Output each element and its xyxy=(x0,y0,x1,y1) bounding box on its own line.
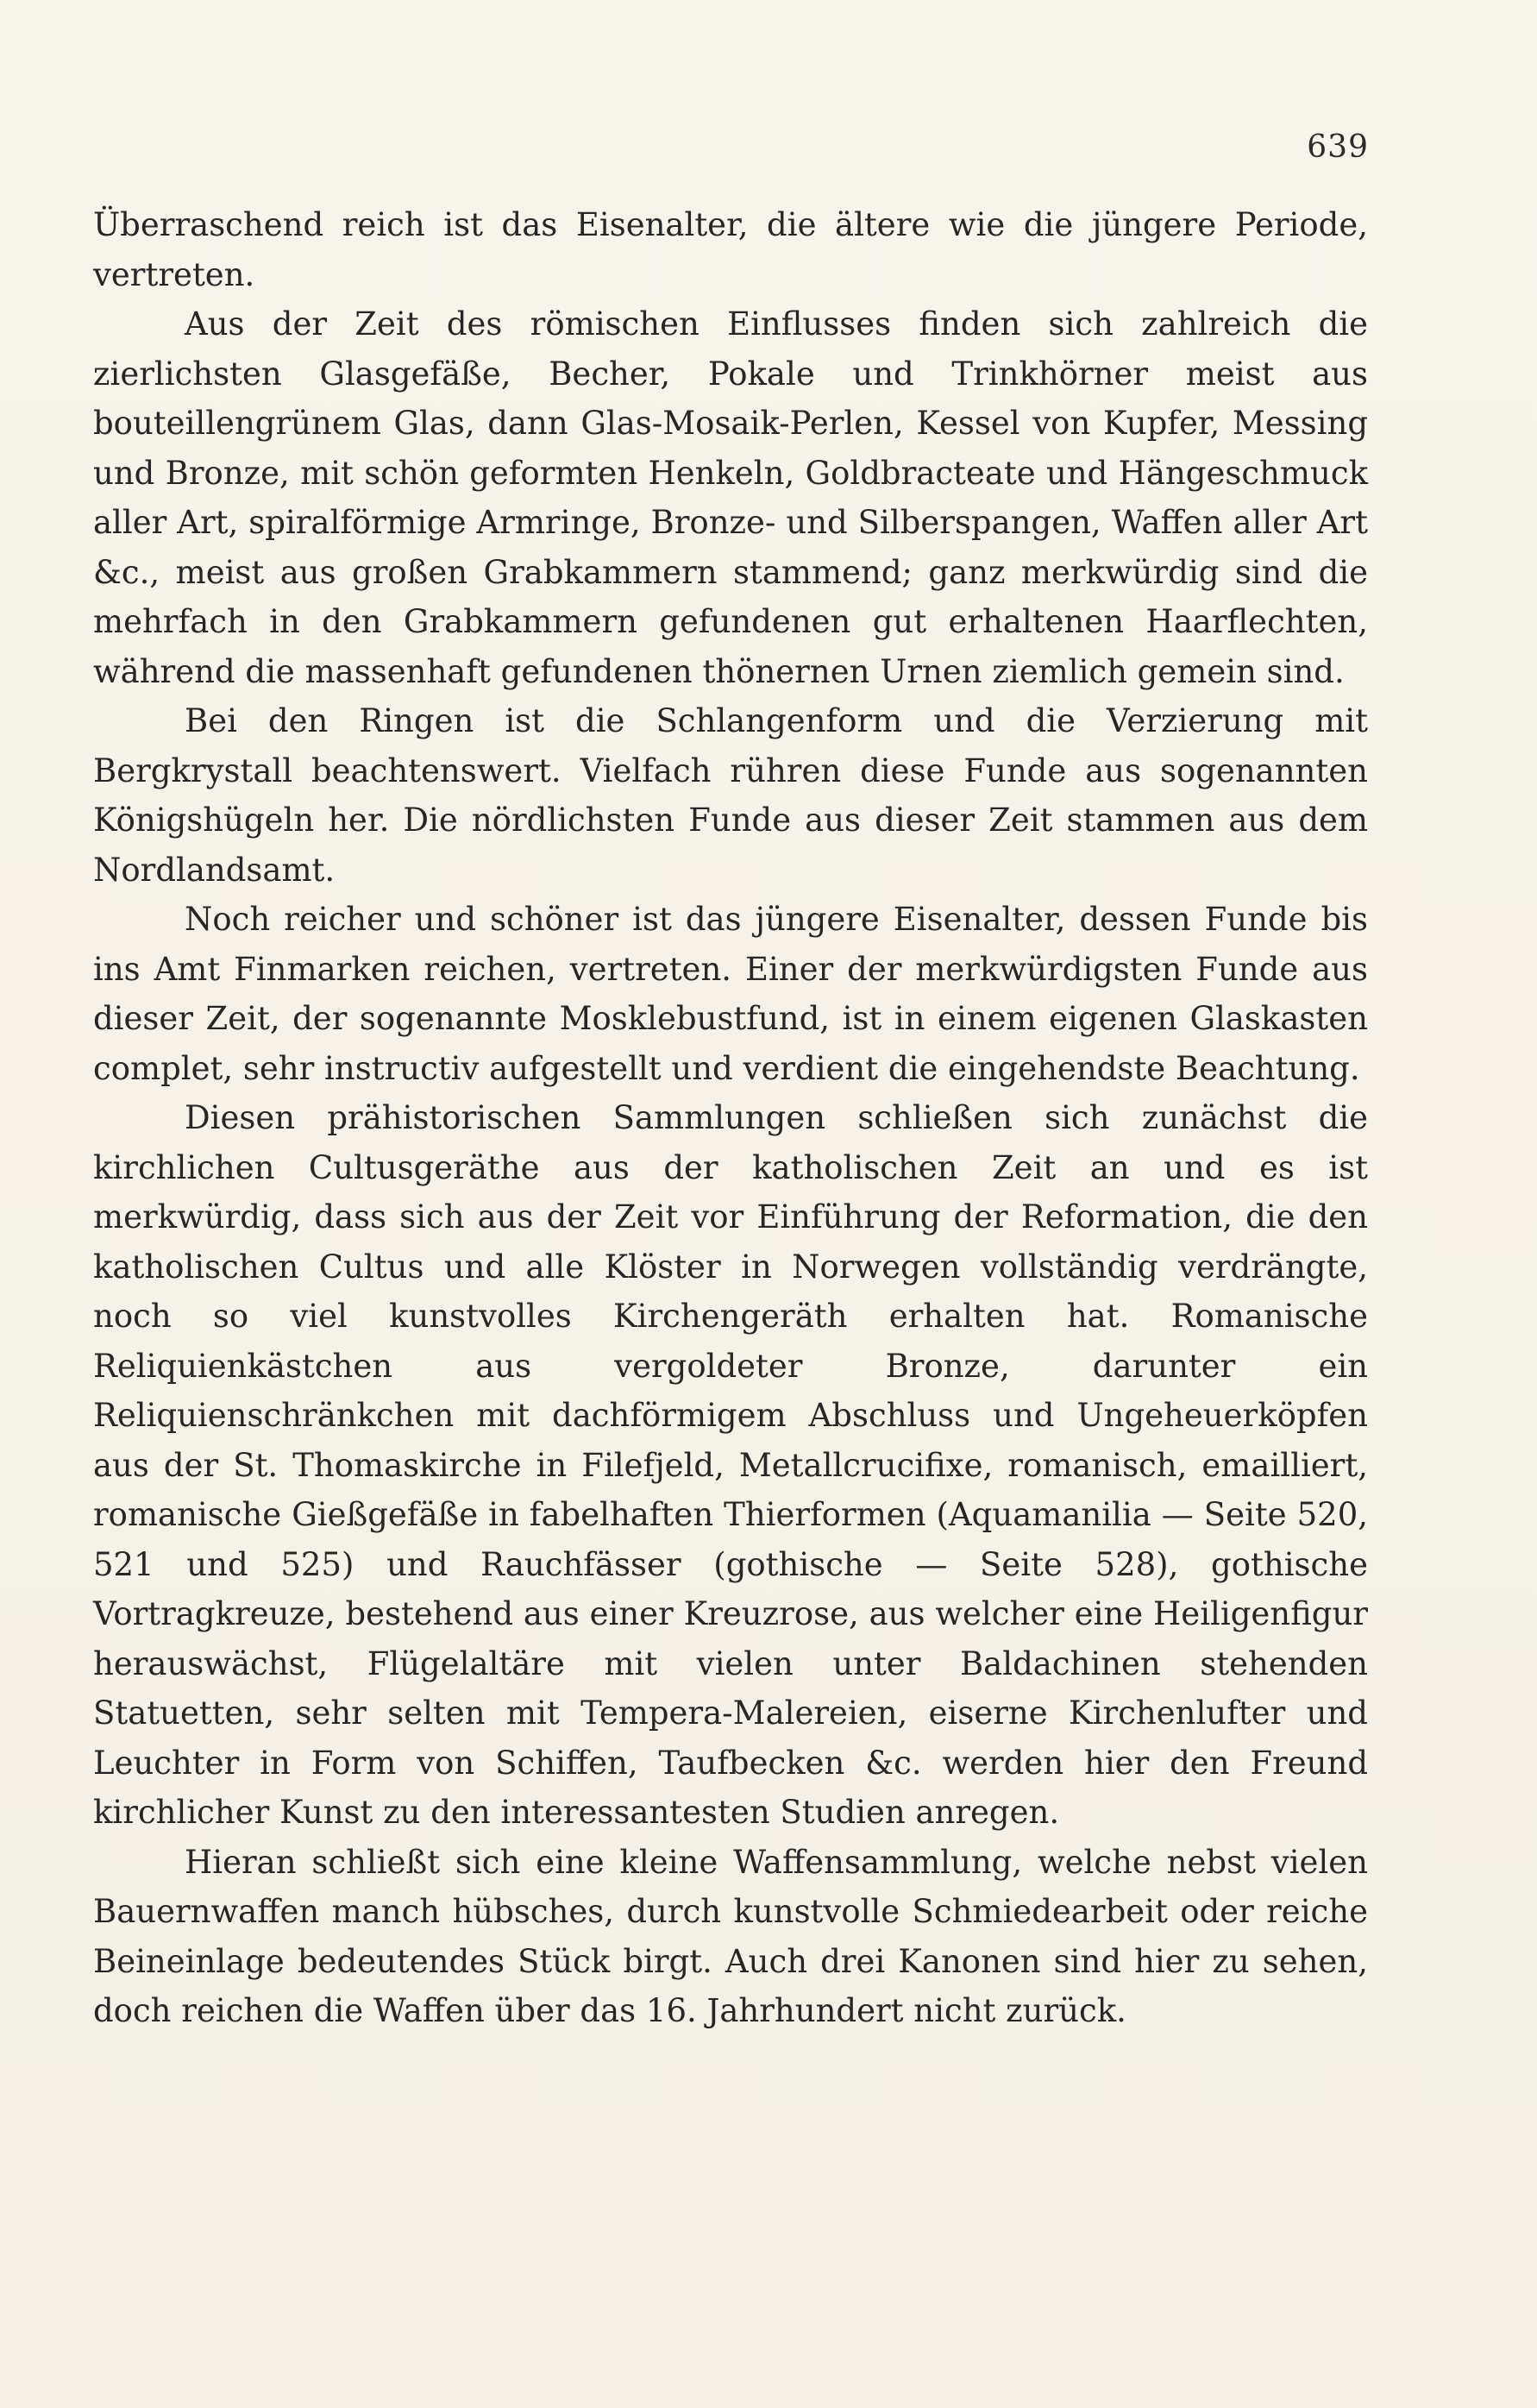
paragraph-church-artifacts: Diesen prähistorischen Sammlungen schließen sich zunächst die kirchlichen Cultusgeräthe aus der katholischen Zeit an und es ist merkwürdig, dass sich aus der Zeit vor Einführung der Reformation, die den katholischen Cultus und alle Klöster in Norwegen vollständig verdrängte, noch so viel kunstvolles Kirchengeräth erhalten hat. Romanische Reliquienkästchen aus vergoldeter Bronze, darunter ein Reliquienschränkchen mit dachförmigem Abschluss und Ungeheuerköpfen aus der St. Thomaskirche in Filefjeld, Metallcrucifixe, romanisch, emailliert, romanische Gießgefäße in fabelhaften Thierformen (Aquamanilia — Seite 520, 521 und 525) und Rauchfässer (gothische — Seite 528), gothische Vortragkreuze, bestehend aus einer Kreuzrose, aus welcher eine Heiligenfigur herauswächst, Flügelaltäre mit vielen unter Baldachinen stehenden Statuetten, sehr selten mit Tempera-Malereien, eiserne Kirchenlufter und Leuchter in Form von Schiffen, Taufbecken &c. werden hier den Freund kirchlicher Kunst zu den interessantesten Studien anregen. xyxy=(93,1099,1368,1831)
paragraph-roman-influence: Aus der Zeit des römischen Einflusses finden sich zahlreich die zierlichsten Glasgefäße, Becher, Pokale und Trinkhörner meist aus bouteillengrünem Glas, dann Glas-Mosaik-Perlen, Kessel von Kupfer, Messing und Bronze, mit schön geformten Henkeln, Goldbracteate und Hängeschmuck aller Art, spiralförmige Armringe, Bronze- und Silberspangen, Waffen aller Art &c., meist aus großen Grabkammern stammend; ganz merkwürdig sind die mehrfach in den Grabkammern gefundenen gut erhaltenen Haarflechten, während die massenhaft gefundenen thönernen Urnen ziemlich gemein sind. xyxy=(93,305,1368,690)
paragraph-rings: Bei den Ringen ist die Schlangenform und die Verzierung mit Bergkrystall beachtenswert. Vielfach rühren diese Funde aus sogenannten Königshügeln her. Die nördlichsten Funde aus dieser Zeit stammen aus dem Nordlandsamt. xyxy=(93,702,1368,889)
body-text xyxy=(93,200,1368,2036)
page-number: 639 xyxy=(1307,129,1369,165)
paragraph-younger-iron-age: Noch reicher und schöner ist das jüngere Eisenalter, dessen Funde bis ins Amt Finmarken reichen, vertreten. Einer der merkwürdigsten Funde aus dieser Zeit, der sogenannte Mosklebustfund, ist in einem eigenen Glaskasten complet, sehr instructiv aufgestellt und verdient die eingehendste Beachtung. xyxy=(93,901,1368,1087)
paragraph-iron-age-intro: Überraschend reich ist das Eisenalter, die ältere wie die jüngere Periode, vertreten. xyxy=(93,206,1368,293)
paragraph-weapons-collection: Hieran schließt sich eine kleine Waffensammlung, welche nebst vielen Bauernwaffen manch hübsches, durch kunstvolle Schmiedearbeit oder reiche Beineinlage bedeutendes Stück birgt. Auch drei Kanonen sind hier zu sehen, doch reichen die Waffen über das 16. Jahrhundert nicht zurück. xyxy=(93,1843,1368,2029)
